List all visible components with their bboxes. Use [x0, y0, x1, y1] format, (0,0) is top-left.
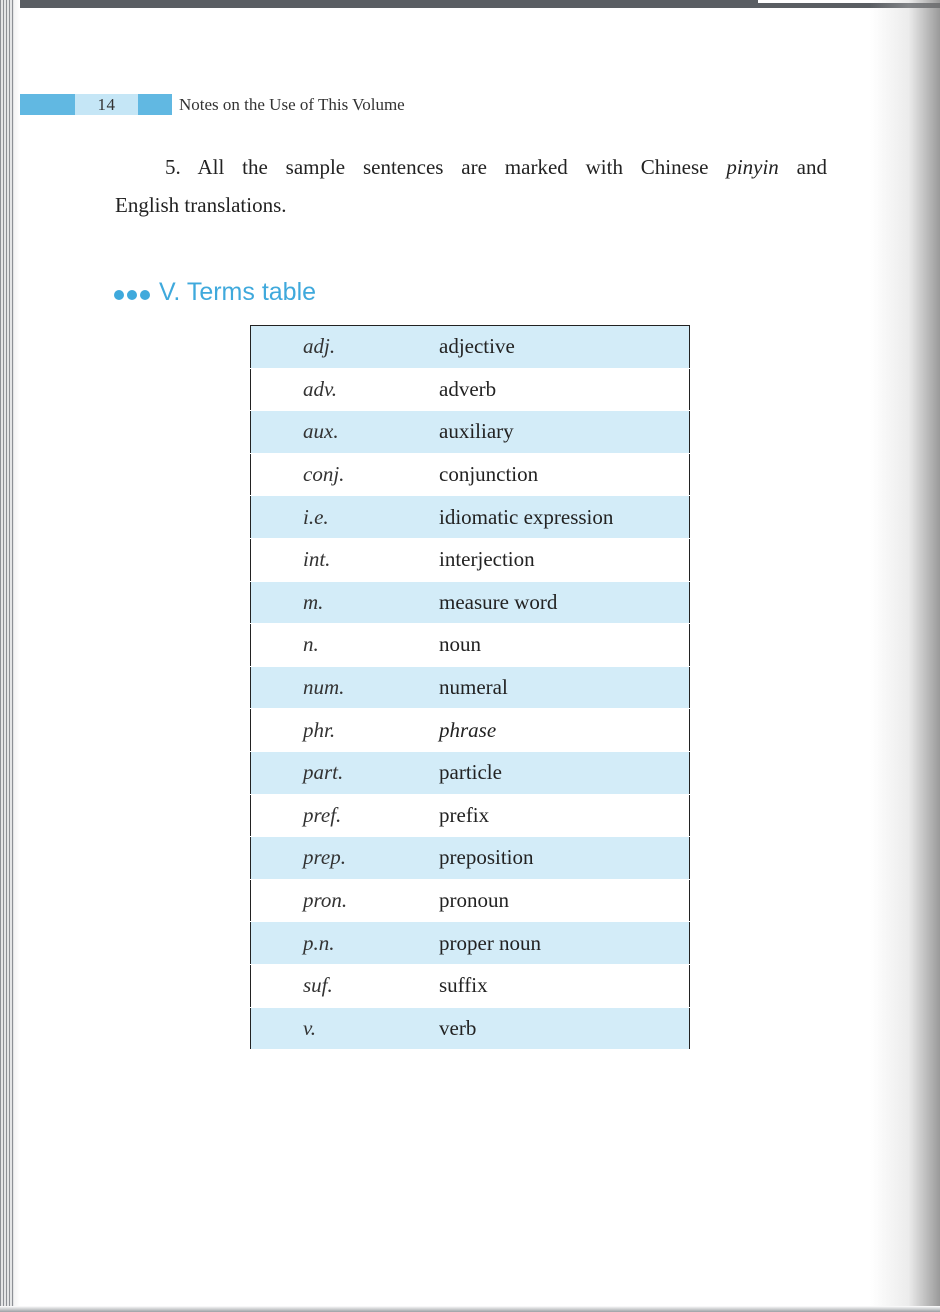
- term-abbreviation: aux.: [303, 419, 339, 444]
- term-abbreviation: int.: [303, 547, 331, 572]
- terms-table-body: [251, 326, 690, 1050]
- term-full: conjunction: [439, 462, 539, 487]
- page-number: 14: [75, 94, 138, 115]
- table-row: [251, 453, 690, 496]
- table-row: [251, 751, 690, 794]
- section-heading-text: V. Terms table: [159, 278, 317, 306]
- table-row: [251, 411, 690, 454]
- term-abbreviation: suf.: [303, 973, 333, 998]
- paragraph-suffix: and: [778, 155, 827, 179]
- table-row: [251, 624, 690, 667]
- term-full: numeral: [439, 675, 508, 700]
- running-title: Notes on the Use of This Volume: [179, 95, 405, 114]
- term-full: idiomatic expression: [439, 504, 614, 529]
- table-row: [251, 538, 690, 581]
- table-row: [251, 794, 690, 837]
- paragraph-italic: pinyin: [726, 155, 779, 179]
- paragraph-line-1: [115, 148, 827, 186]
- running-header: [20, 94, 720, 115]
- term-full: noun: [439, 632, 481, 657]
- term-abbreviation: adj.: [303, 334, 336, 359]
- term-full: auxiliary: [439, 419, 514, 444]
- term-full: proper noun: [439, 930, 542, 955]
- term-full: preposition: [439, 845, 534, 870]
- header-bar-right: [138, 94, 172, 115]
- term-full: adjective: [439, 334, 515, 359]
- terms-table: [250, 325, 690, 1050]
- term-abbreviation: phr.: [303, 717, 336, 742]
- paragraph-line-2: English translations.: [115, 193, 287, 217]
- term-abbreviation: num.: [303, 675, 345, 700]
- term-abbreviation: part.: [303, 760, 344, 785]
- term-full: phrase: [439, 717, 497, 742]
- term-full: measure word: [439, 589, 558, 614]
- table-row: [251, 964, 690, 1007]
- table-row: [251, 837, 690, 880]
- term-full: particle: [439, 760, 502, 785]
- term-abbreviation: adv.: [303, 376, 338, 401]
- table-row: [251, 368, 690, 411]
- table-row: [251, 1007, 690, 1050]
- table-row: [251, 922, 690, 965]
- term-abbreviation: p.n.: [303, 930, 335, 955]
- table-row: [251, 879, 690, 922]
- term-full: adverb: [439, 376, 497, 401]
- bullet-dots-icon: [114, 277, 153, 309]
- term-full: interjection: [439, 547, 535, 572]
- term-full: pronoun: [439, 888, 509, 913]
- paragraph-prefix: 5. All the sample sentences are marked with Chinese: [165, 155, 727, 179]
- term-abbreviation: pron.: [303, 888, 348, 913]
- table-row: [251, 666, 690, 709]
- term-abbreviation: pref.: [303, 802, 342, 827]
- body-paragraph: [115, 148, 827, 224]
- term-full: verb: [439, 1015, 477, 1040]
- page-bottom-edge: [0, 1306, 940, 1312]
- term-full: prefix: [439, 802, 490, 827]
- header-bar-left: [20, 94, 75, 115]
- term-abbreviation: i.e.: [303, 504, 329, 529]
- term-abbreviation: m.: [303, 589, 324, 614]
- term-abbreviation: n.: [303, 632, 319, 657]
- term-abbreviation: prep.: [303, 845, 346, 870]
- term-abbreviation: v.: [303, 1015, 317, 1040]
- table-row: [251, 581, 690, 624]
- term-full: suffix: [439, 973, 488, 998]
- table-row: [251, 496, 690, 539]
- page-shadow: [870, 0, 940, 1312]
- term-abbreviation: conj.: [303, 462, 345, 487]
- page-stack-edge: [0, 0, 20, 1312]
- top-border: [0, 0, 940, 8]
- section-heading: [114, 276, 316, 308]
- table-row: [251, 709, 690, 752]
- table-row: [251, 326, 690, 369]
